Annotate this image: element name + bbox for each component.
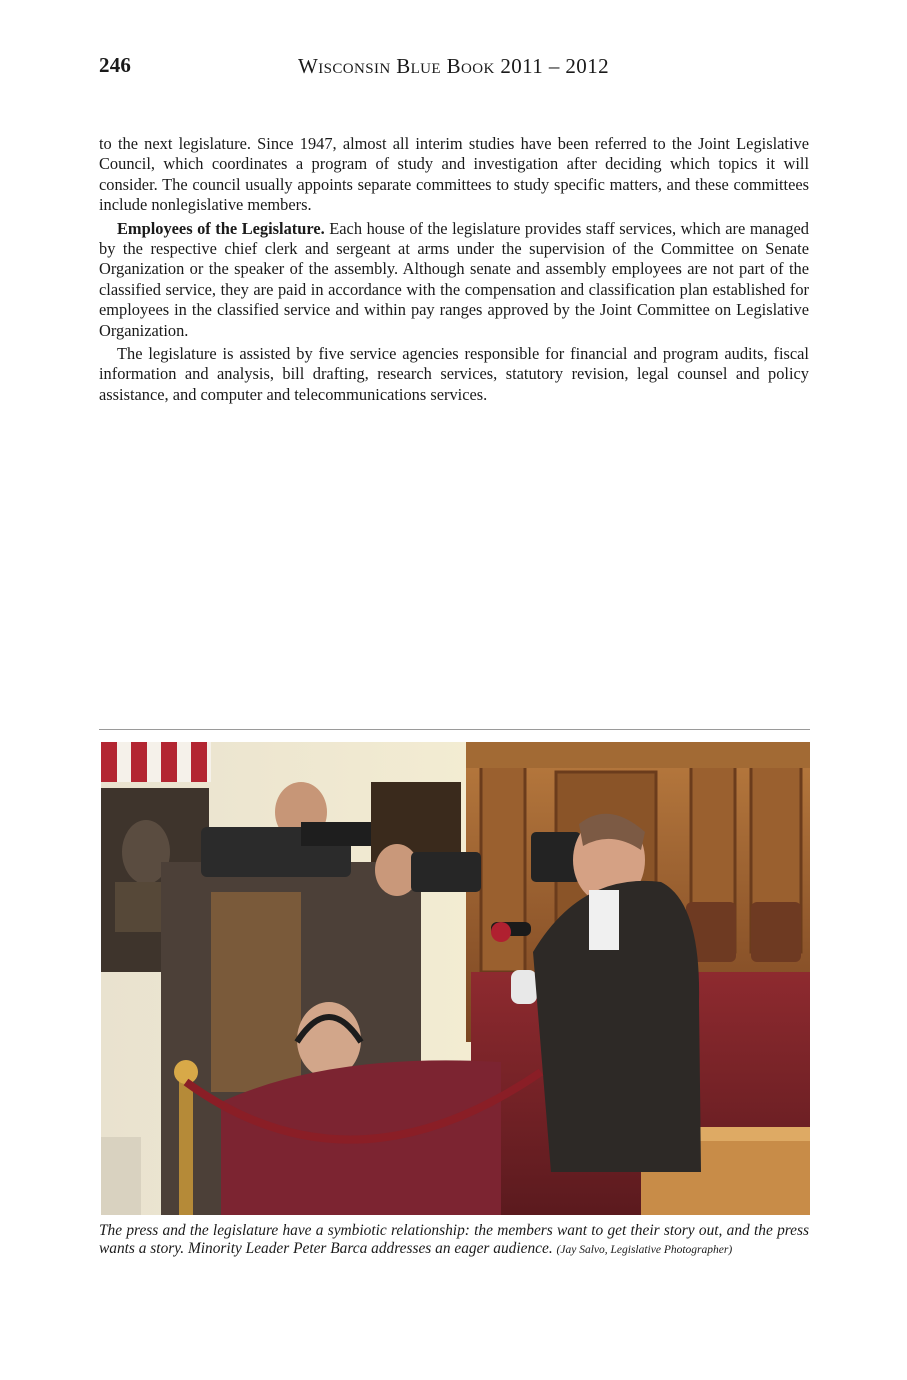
photo-credit: (Jay Salvo, Legislative Photographer) — [556, 1244, 733, 1256]
paragraph-2-text: Each house of the legislature provides staff services, which are managed by the respective chief clerk and sergeant at arms under the supervision of the Committee on Senate Organization or the speaker of the assembly. Although senate and assembly employees are not part of the classified service, they are paid in accordance with the compensation and classification plan established for employees in the classified service and within pay ranges approved by the Joint Committee on Legislative Organization. — [99, 218, 809, 340]
paragraph-2-heading: Employees of the Legislature. — [117, 218, 325, 238]
caption-text: The press and the legislature have a symbiotic relationship: the members want to get their story out, and the press wants a story. Minority Leader Peter Barca addresses an eager audience. — [99, 1222, 809, 1257]
paragraph-3: The legislature is assisted by five service agencies responsible for financial and program audits, fiscal information and analysis, bill drafting, research services, statutory revision, legal counsel and policy assistance, and computer and telecommunications services. — [99, 344, 809, 404]
photo-caption — [99, 1222, 809, 1259]
body-text — [99, 134, 809, 405]
paragraph-2 — [99, 219, 809, 341]
press-scrum-photo — [101, 742, 810, 1215]
running-head: Wisconsin Blue Book 2011 – 2012 — [297, 54, 610, 78]
page-number: 246 — [99, 53, 132, 77]
paragraph-1: to the next legislature. Since 1947, almost all interim studies have been referred to the Joint Legislative Council, which coordinates a program of study and investigation after deciding which topics it will consider. The council usually appoints separate committees to study specific matters, and these committees include nonlegislative members. — [99, 134, 809, 215]
divider-rule — [99, 729, 810, 730]
